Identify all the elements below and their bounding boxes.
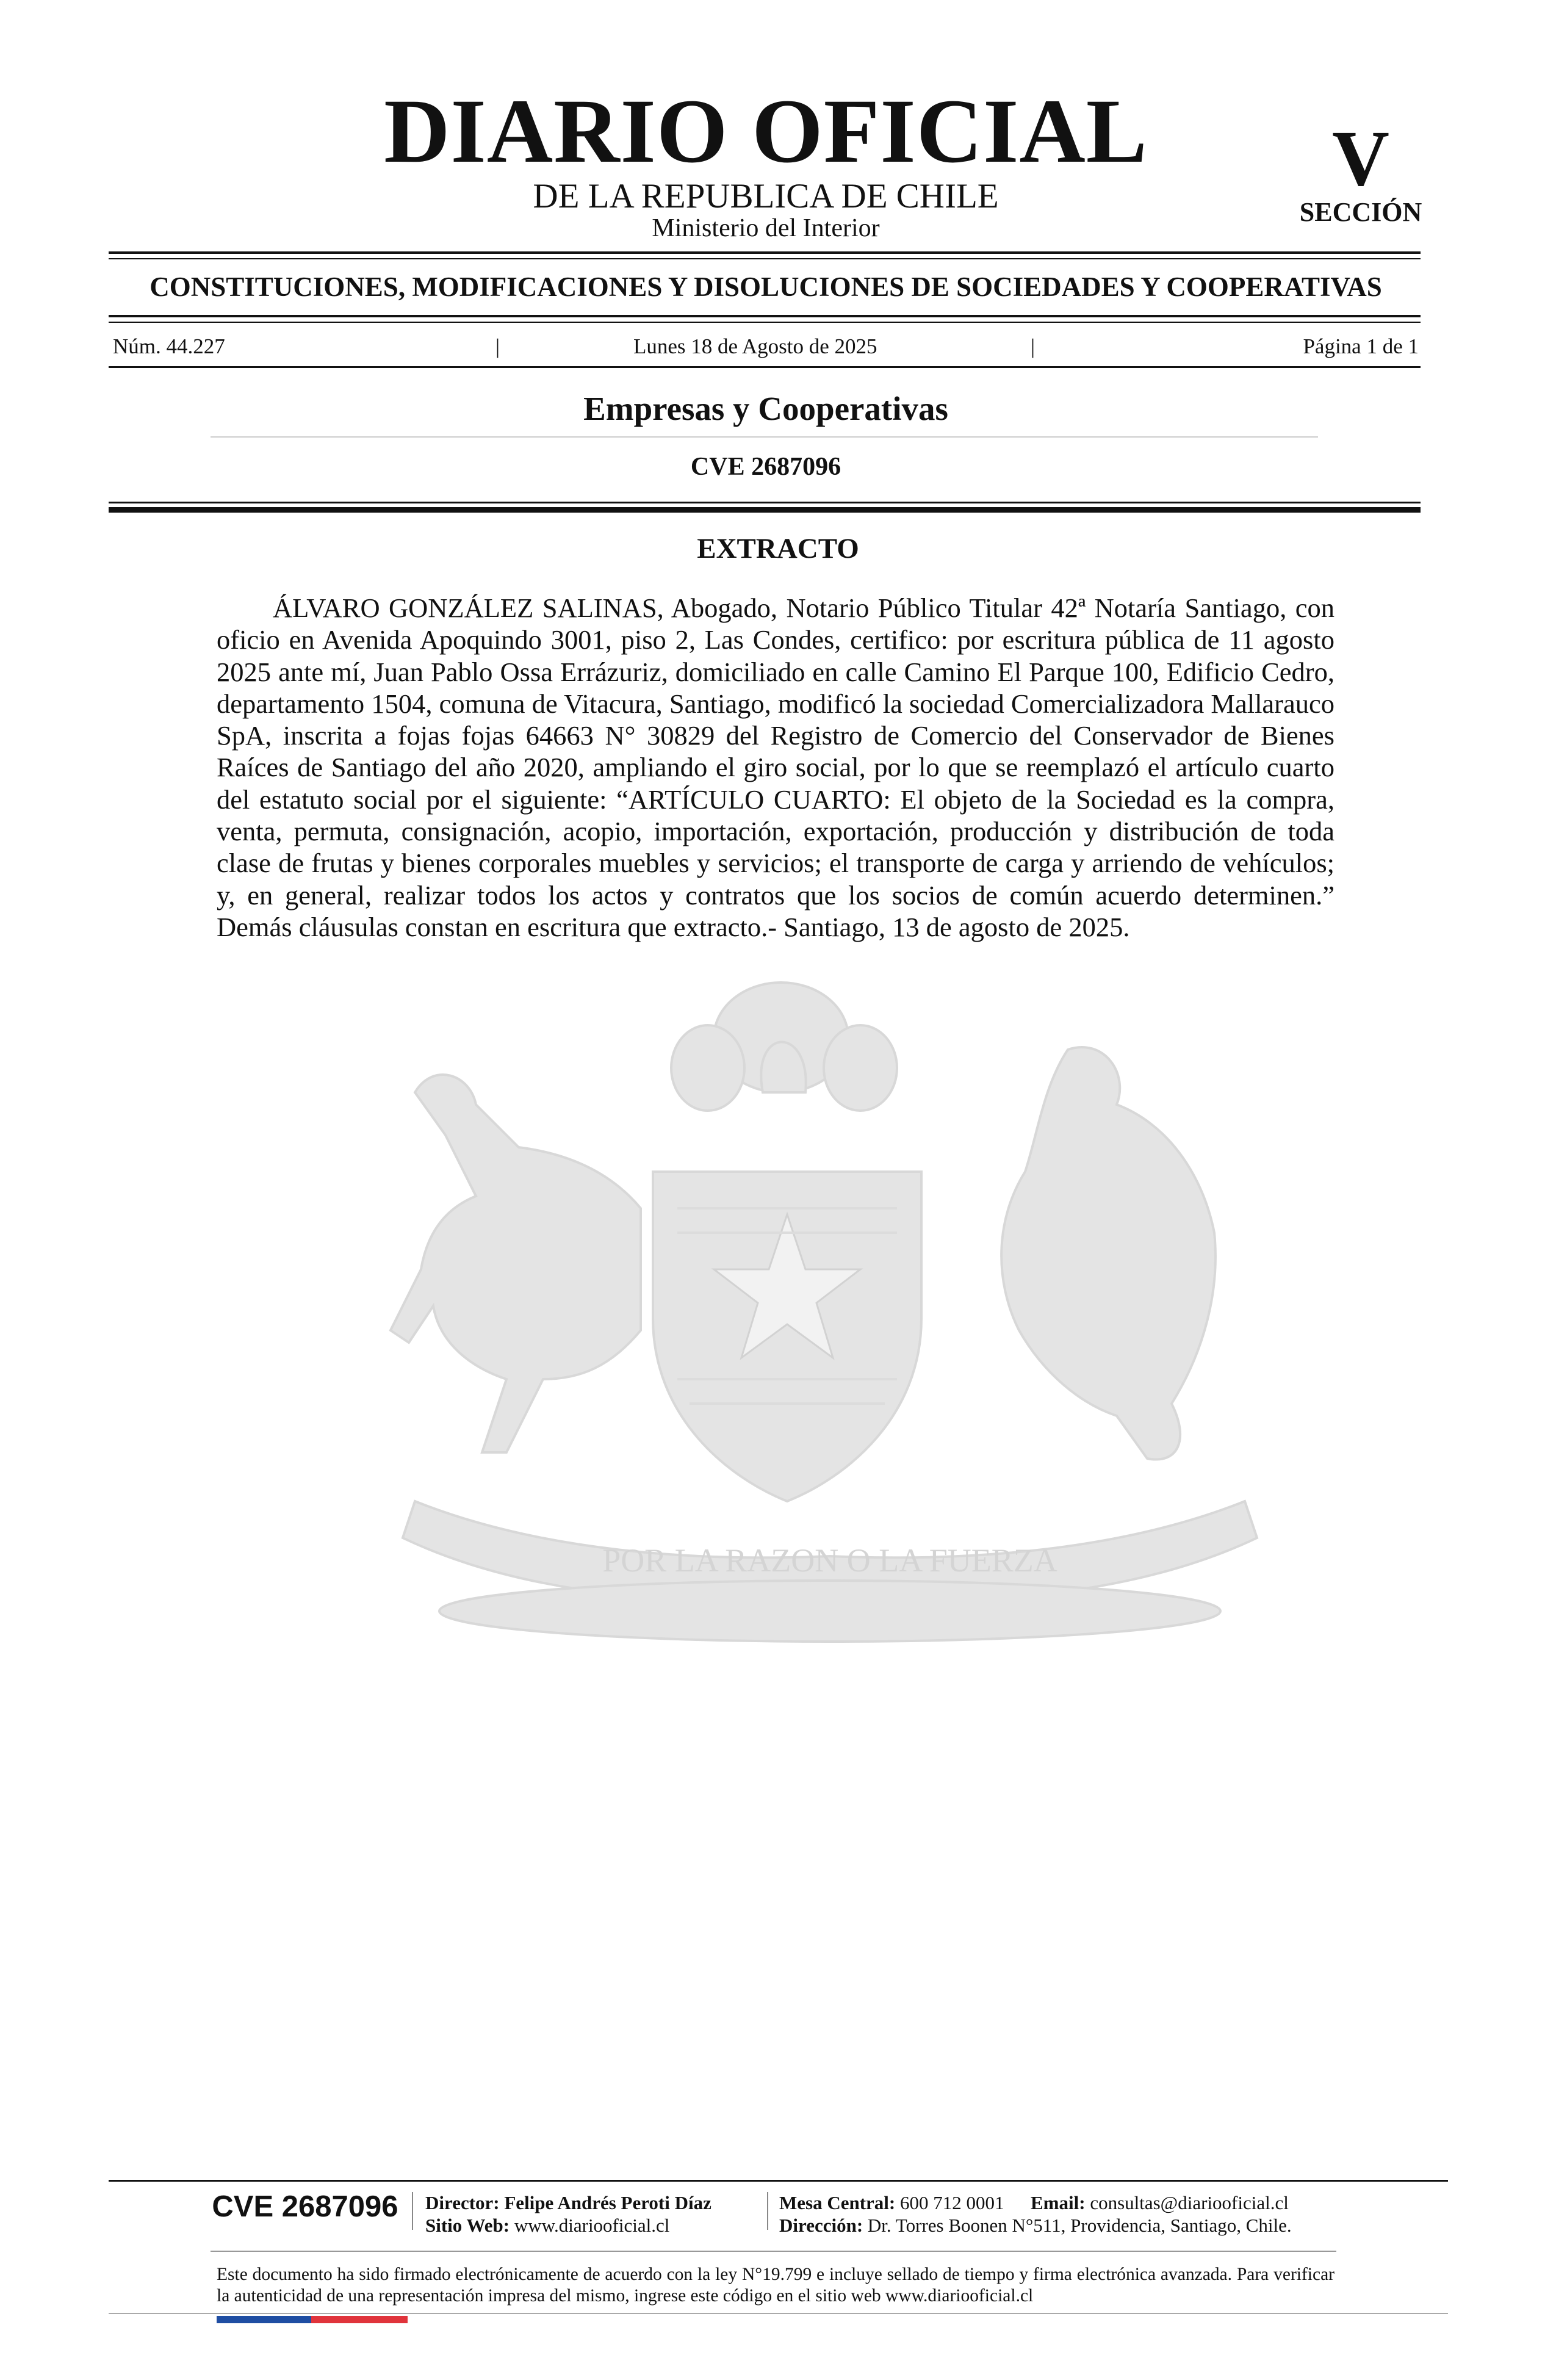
cve-code: CVE 2687096 [690, 453, 841, 481]
flag-stripe-blue [217, 2316, 311, 2323]
page-indicator: Página 1 de 1 [1303, 334, 1419, 358]
extracto-title: EXTRACTO [697, 533, 859, 564]
section-letter: V [1332, 115, 1389, 203]
masthead-subtitle: DE LA REPUBLICA DE CHILE [533, 177, 999, 215]
website-link[interactable]: www.diariooficial.cl [514, 2215, 670, 2236]
seal-motto: POR LA RAZON O LA FUERZA [602, 1542, 1057, 1579]
masthead-ministry: Ministerio del Interior [652, 214, 880, 242]
footer-legal-notice: Este documento ha sido firmado electrónicamente de acuerdo con la ley N°19.799 e incluye sellado de tiempo y firma electrónica avanzada. Para verificar la autenticidad de una representación impresa del mismo, ingrese este código en el sitio web www.diariooficial.cl [217, 2265, 1334, 2306]
footer-contact-block [779, 2191, 1353, 2237]
content-rule-thick [109, 507, 1421, 513]
footer-director-block [425, 2191, 767, 2237]
category-rule-bottom [109, 315, 1421, 317]
email-link[interactable]: consultas@diariooficial.cl [1090, 2192, 1289, 2213]
category-rule-bottom-thin [109, 322, 1421, 323]
header-rule-top [109, 251, 1421, 254]
issue-number: Núm. 44.227 [113, 334, 225, 358]
mesa-central-label: Mesa Central: [779, 2192, 896, 2213]
footer-divider [412, 2192, 413, 2230]
address-label: Dirección: [779, 2215, 863, 2236]
address-value: Dr. Torres Boonen N°511, Providencia, Santiago, Chile. [867, 2215, 1292, 2236]
content-rule-thin [109, 502, 1421, 503]
issue-date: Lunes 18 de Agosto de 2025 [633, 334, 877, 358]
footer-rule-middle [211, 2251, 1336, 2252]
page-heading: Empresas y Cooperativas [583, 390, 948, 427]
mesa-central-phone: 600 712 0001 [900, 2192, 1004, 2213]
extracto-body [217, 592, 1334, 943]
info-separator: | [1031, 334, 1036, 358]
info-rule-bottom [109, 366, 1421, 368]
info-separator: | [495, 334, 500, 358]
director-label: Director: [425, 2192, 500, 2213]
footer-cve-code: CVE 2687096 [212, 2190, 398, 2223]
footer-rule-top [109, 2180, 1448, 2182]
coat-of-arms-watermark [323, 952, 1336, 1654]
footer-divider [767, 2192, 768, 2230]
category-title: CONSTITUCIONES, MODIFICACIONES Y DISOLUCIONES DE SOCIEDADES Y COOPERATIVAS [149, 272, 1382, 302]
footer-rule-bottom [109, 2313, 1448, 2314]
flag-stripe-red [311, 2316, 408, 2323]
website-label: Sitio Web: [425, 2215, 510, 2236]
issue-info-row [113, 334, 1419, 359]
header-rule-top-thin [109, 258, 1421, 259]
masthead-title: DIARIO OFICIAL [384, 81, 1148, 182]
extracto-paragraph: ÁLVARO GONZÁLEZ SALINAS, Abogado, Notario Público Titular 42ª Notaría Santiago, con oficio en Avenida Apoquindo 3001, piso 2, Las Condes, certifico: por escritura pública de 11 agosto 2025 ante mí, Juan Pablo Ossa Errázuriz, domiciliado en calle Camino El Parque 100, Edificio Cedro, departamento 1504, comuna de Vitacura, Santiago, modificó la sociedad Comercializadora Mallarauco SpA, inscrita a fojas fojas 64663 N° 30829 del Registro de Comercio del Conservador de Bienes Raíces de Santiago del año 2020, ampliando el giro social, por lo que se reemplazó el artículo cuarto del estatuto social por el siguiente: “ARTÍCULO CUARTO: El objeto de la Sociedad es la compra, venta, permuta, consignación, acopio, importación, exportación, producción y distribución de toda clase de frutas y bienes corporales muebles y servicios; el transporte de carga y arriendo de vehículos; y, en general, realizar todos los actos y contratos que los socios de común acuerdo determinen.” Demás cláusulas constan en escritura que extracto.- Santiago, 13 de agosto de 2025. [217, 593, 1334, 942]
director-name: Felipe Andrés Peroti Díaz [504, 2192, 711, 2213]
heading-underline [211, 436, 1318, 438]
section-label: SECCIÓN [1299, 197, 1422, 227]
email-label: Email: [1031, 2192, 1086, 2213]
